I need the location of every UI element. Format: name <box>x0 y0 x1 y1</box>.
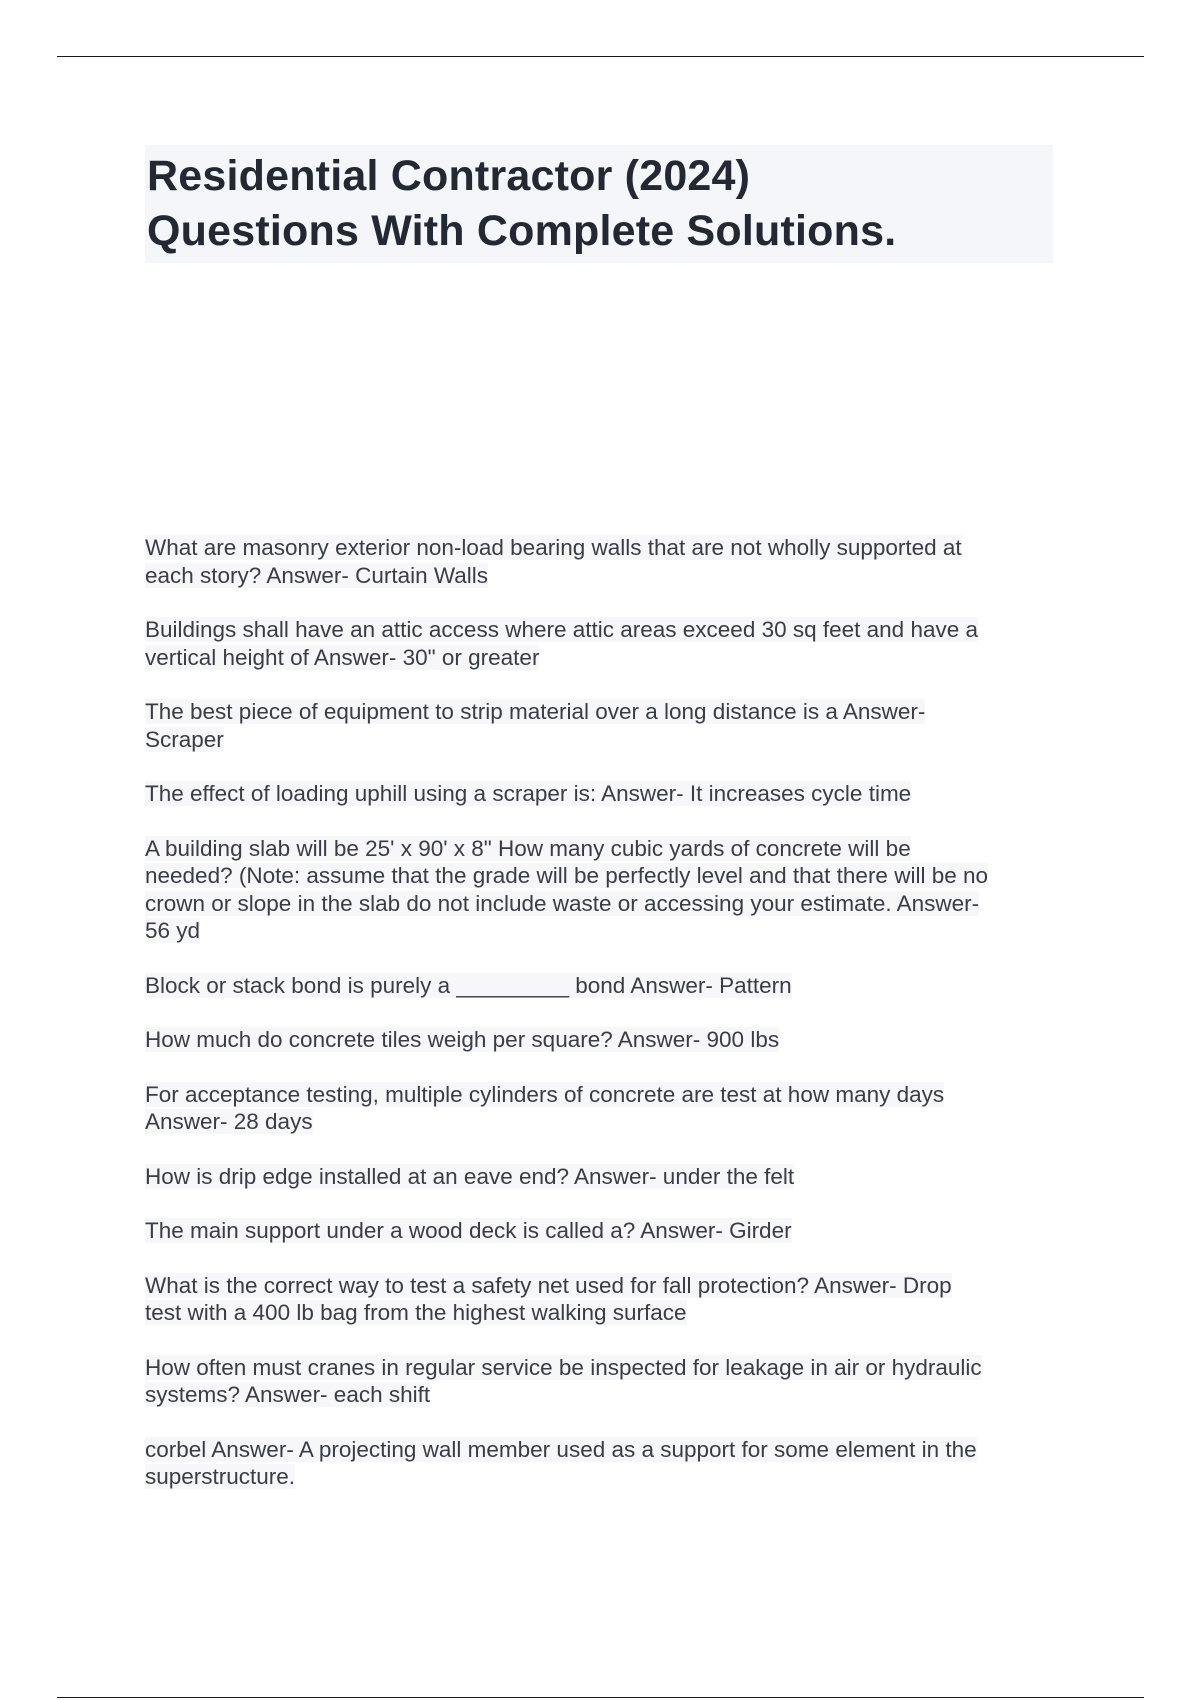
qa-line: needed? (Note: assume that the grade will be perfectly level and that there will be no <box>145 863 989 888</box>
header-rule <box>57 56 1144 57</box>
footer-rule <box>57 1697 1144 1698</box>
qa-line: A building slab will be 25' x 90' x 8" How many cubic yards of concrete will be <box>145 835 911 861</box>
qa-line: The effect of loading uphill using a scraper is: Answer- It increases cycle time <box>145 781 912 806</box>
qa-item <box>145 1163 1065 1191</box>
qa-line: What are masonry exterior non-load bearing walls that are not wholly supported at <box>145 535 962 560</box>
qa-line: systems? Answer- each shift <box>145 1382 431 1407</box>
qa-line: Buildings shall have an attic access where attic areas exceed 30 sq feet and have a <box>145 617 979 642</box>
qa-line: vertical height of Answer- 30" or greater <box>145 644 540 670</box>
qa-item <box>145 780 1065 808</box>
qa-line: The main support under a wood deck is called a? Answer- Girder <box>145 1218 792 1243</box>
qa-line: Scraper <box>145 726 224 752</box>
qa-item <box>145 835 1065 945</box>
qa-line: each story? Answer- Curtain Walls <box>145 562 489 588</box>
qa-line: 56 yd <box>145 918 201 943</box>
qa-line: For acceptance testing, multiple cylinders of concrete are test at how many days <box>145 1081 945 1107</box>
qa-line: How is drip edge installed at an eave end? Answer- under the felt <box>145 1163 795 1189</box>
qa-line: Block or stack bond is purely a _________ bond Answer- Pattern <box>145 972 792 998</box>
qa-line: What is the correct way to test a safety net used for fall protection? Answer- Drop <box>145 1272 952 1298</box>
qa-line: corbel Answer- A projecting wall member used as a support for some element in the <box>145 1436 977 1462</box>
qa-line: crown or slope in the slab do not include waste or accessing your estimate. Answer- <box>145 890 980 916</box>
qa-list <box>145 534 1065 1518</box>
title-line-2: Questions With Complete Solutions. <box>147 207 897 255</box>
qa-item <box>145 1217 1065 1245</box>
qa-line: test with a 400 lb bag from the highest walking surface <box>145 1300 687 1325</box>
qa-item <box>145 698 1065 753</box>
qa-line: superstructure. <box>145 1464 296 1489</box>
qa-item <box>145 534 1065 589</box>
title-line-1: Residential Contractor (2024) <box>147 152 751 200</box>
qa-line: How much do concrete tiles weigh per square? Answer- 900 lbs <box>145 1027 780 1052</box>
qa-item <box>145 1081 1065 1136</box>
qa-item <box>145 972 1065 1000</box>
qa-line: The best piece of equipment to strip material over a long distance is a Answer- <box>145 699 926 724</box>
qa-item <box>145 616 1065 671</box>
qa-item <box>145 1354 1065 1409</box>
qa-item <box>145 1026 1065 1054</box>
qa-item <box>145 1272 1065 1327</box>
qa-line: Answer- 28 days <box>145 1109 313 1134</box>
qa-line: How often must cranes in regular service be inspected for leakage in air or hydraulic <box>145 1354 982 1380</box>
document-title <box>145 145 1053 263</box>
qa-item <box>145 1436 1065 1491</box>
